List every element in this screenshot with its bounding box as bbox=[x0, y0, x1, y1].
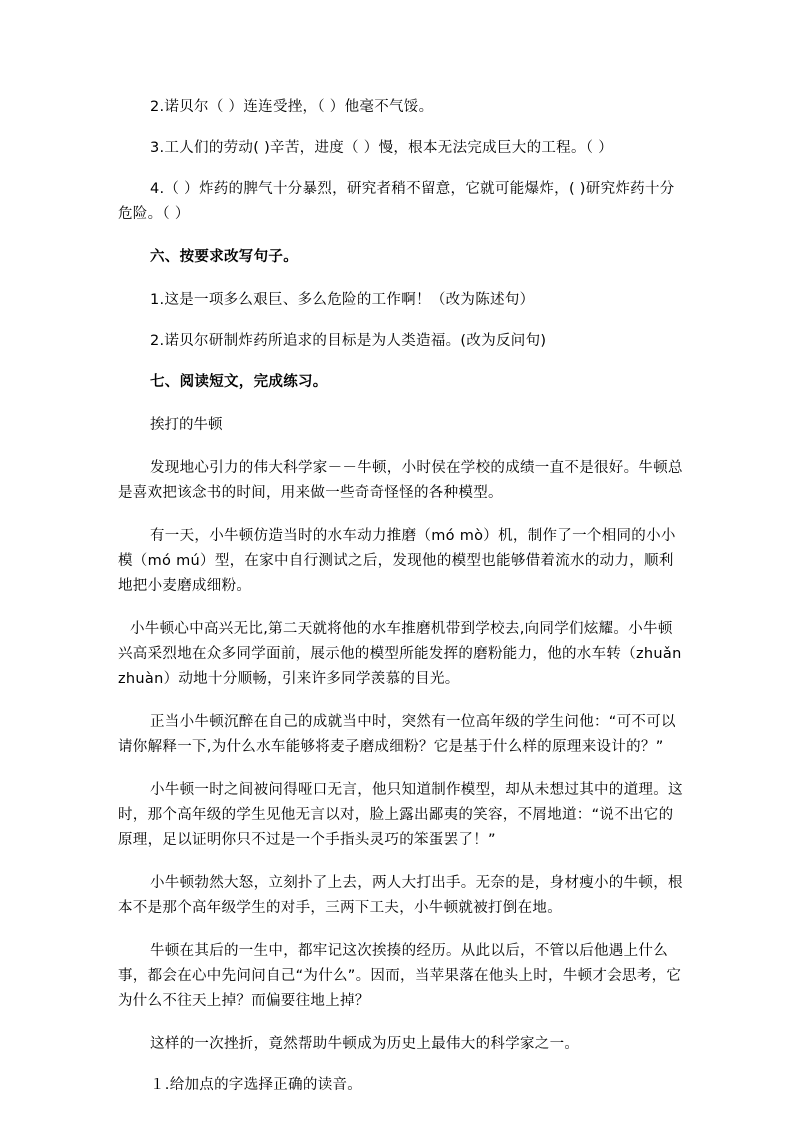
section-7-heading: 七、阅读短文，完成练习。 bbox=[150, 374, 328, 390]
story-paragraph-2: 有一天，小牛顿仿造当时的水车动力推磨（mó mò）机，制作了一个相同的小小模（mó mú）型，在家中自行测试之后，发现他的模型也能够借着流水的动力，顺利地把小麦磨成细粉。 bbox=[118, 528, 676, 594]
story-paragraph-4: 正当小牛顿沉醉在自己的成就当中时，突然有一位高年级的学生问他：“可不可以请你解释一下,为什么水车能够将麦子磨成细粉？它是基于什么样的原理来设计的？” bbox=[118, 714, 676, 755]
story-paragraph-6: 小牛顿勃然大怒，立刻扑了上去，两人大打出手。无奈的是，身材瘦小的牛顿，根本不是那个高年级学生的对手，三两下工夫，小牛顿就被打倒在地。 bbox=[118, 875, 683, 916]
story-paragraph-3: 小牛顿心中高兴无比,第二天就将他的水车推磨机带到学校去,向同学们炫耀。小牛顿兴高采烈地在众多同学面前，展示他的模型所能发挥的磨粉能力，他的水车转（zhuǎn zhuàn）动地十分顺畅，引来许多同学羡慕的目光。 bbox=[118, 621, 682, 687]
story-paragraph-7: 牛顿在其后的一生中，都牢记这次挨揍的经历。从此以后，不管以后他遇上什么事，都会在心中先问问自己“为什么”。因而，当苹果落在他头上时，牛顿才会思考，它为什么不往天上掉？而偏要往地上掉？ bbox=[118, 943, 682, 1009]
story-paragraph-8: 这样的一次挫折，竟然帮助牛顿成为历史上最伟大的科学家之一。 bbox=[150, 1036, 580, 1052]
exercise-item-3: 3.工人们的劳动( )辛苦，进度（ ）慢，根本无法完成巨大的工程。（ ） bbox=[150, 140, 614, 156]
exercise-item-4: 4.（ ）炸药的脾气十分暴烈，研究者稍不留意，它就可能爆炸，( )研究炸药十分危险。（ ） bbox=[118, 181, 675, 222]
document-page bbox=[118, 95, 684, 1116]
rewrite-item-1: 1.这是一项多么艰巨、多么危险的工作啊！（改为陈述句） bbox=[150, 292, 535, 308]
rewrite-item-2: 2.诺贝尔研制炸药所追求的目标是为人类造福。(改为反问句) bbox=[150, 333, 547, 349]
story-paragraph-5: 小牛顿一时之间被问得哑口无言，他只知道制作模型，却从未想过其中的道理。这时，那个高年级的学生见他无言以对，脸上露出鄙夷的笑容，不屑地道：“说不出它的原理，足以证明你只不过是一个手指头灵巧的笨蛋罢了！” bbox=[118, 782, 683, 848]
story-paragraph-1: 发现地心引力的伟大科学家－－牛顿，小时侯在学校的成绩一直不是很好。牛顿总是喜欢把该念书的时间，用来做一些奇奇怪怪的各种模型。 bbox=[118, 460, 683, 501]
story-title: 挨打的牛顿 bbox=[150, 417, 223, 433]
section-6-heading: 六、按要求改写句子。 bbox=[150, 249, 298, 265]
exercise-item-2: 2.诺贝尔（ ）连连受挫，（ ）他毫不气馁。 bbox=[150, 99, 434, 115]
reading-question-1: １.给加点的字选择正确的读音。 bbox=[150, 1077, 363, 1093]
